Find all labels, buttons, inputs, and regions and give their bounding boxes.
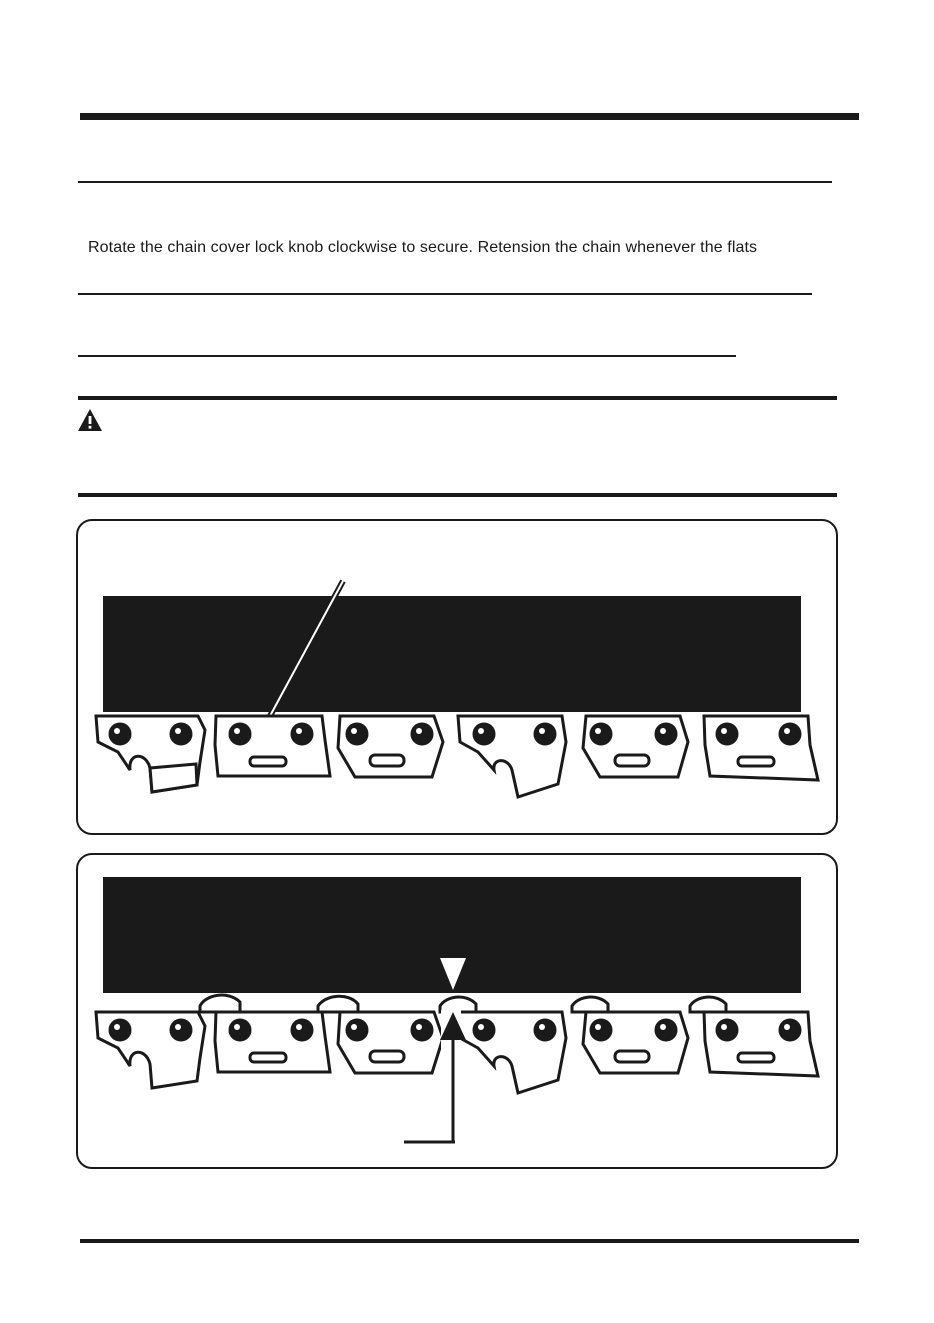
instruction-text: Rotate the chain cover lock knob clockwise to secure. Retension the chain whenever the flats [88, 239, 758, 256]
footer-rule [80, 1239, 859, 1243]
